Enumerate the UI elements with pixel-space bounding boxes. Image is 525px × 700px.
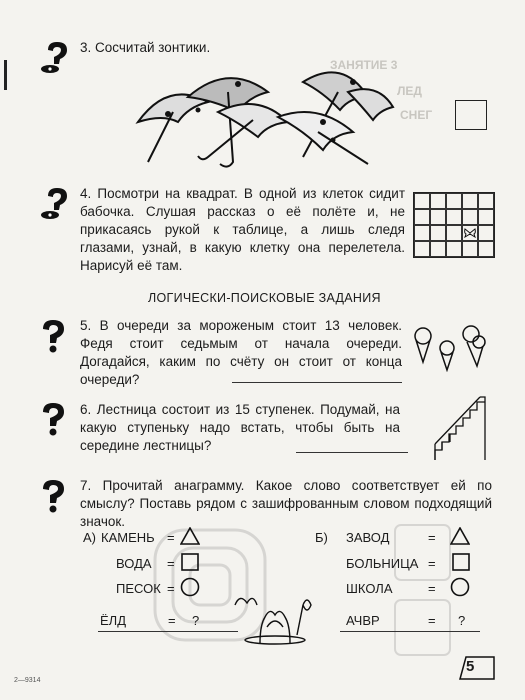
grid-cell[interactable] bbox=[462, 241, 478, 257]
anagram-word: БОЛЬНИЦА bbox=[346, 556, 419, 571]
answer-line[interactable] bbox=[98, 631, 238, 632]
grid-cell[interactable] bbox=[462, 193, 478, 209]
question-mark-icon bbox=[36, 318, 70, 354]
grid-cell[interactable] bbox=[462, 225, 478, 241]
equals-sign: = bbox=[167, 581, 175, 596]
grid-cell[interactable] bbox=[446, 193, 462, 209]
grid-cell[interactable] bbox=[478, 241, 494, 257]
binding-mark bbox=[4, 60, 7, 90]
equals-sign: = bbox=[428, 556, 436, 571]
grid-cell[interactable] bbox=[446, 225, 462, 241]
question-mark-icon bbox=[36, 478, 70, 514]
equals-sign: = bbox=[428, 581, 436, 596]
staircase-icon bbox=[430, 392, 490, 462]
equals-sign: = bbox=[428, 613, 436, 628]
grid-cell[interactable] bbox=[478, 209, 494, 225]
footer-code: 2—9314 bbox=[14, 677, 41, 684]
section-heading: ЛОГИЧЕСКИ-ПОИСКОВЫЕ ЗАДАНИЯ bbox=[148, 291, 381, 305]
anagram-word: ВОДА bbox=[116, 556, 152, 571]
anagram-puzzle-word: АЧВР bbox=[346, 613, 380, 628]
anagram-puzzle-word: ЁЛД bbox=[100, 613, 127, 628]
question-mark: ? bbox=[192, 613, 200, 628]
task-5-text: 5. В очереди за мороженым стоит 13 человек. Федя стоит седьмым от начала очереди. Догадайся, каким по счёту он стоит от конца очереди? bbox=[80, 318, 402, 387]
flower-pond-illustration bbox=[225, 585, 325, 645]
answer-line[interactable] bbox=[340, 631, 480, 632]
grid-cell[interactable] bbox=[430, 241, 446, 257]
square-icon bbox=[452, 553, 470, 571]
umbrellas-illustration bbox=[128, 62, 398, 172]
anagram-word: КАМЕНЬ bbox=[101, 530, 155, 545]
equals-sign: = bbox=[167, 556, 175, 571]
grid-cell[interactable] bbox=[478, 225, 494, 241]
anagram-group-a-label: А) bbox=[83, 530, 96, 545]
question-mark-eye-icon bbox=[40, 186, 74, 222]
grid-cell[interactable] bbox=[478, 193, 494, 209]
grid-cell[interactable] bbox=[462, 209, 478, 225]
task-3-text: 3. Сосчитай зонтики. bbox=[80, 40, 211, 55]
butterfly-grid[interactable] bbox=[413, 192, 495, 258]
anagram-group-b-label: Б) bbox=[315, 530, 328, 545]
page-number: 5 bbox=[466, 658, 475, 675]
grid-cell[interactable] bbox=[430, 225, 446, 241]
equals-sign: = bbox=[168, 613, 176, 628]
question-mark-icon bbox=[36, 401, 70, 437]
question-mark: ? bbox=[458, 613, 466, 628]
answer-square[interactable] bbox=[455, 100, 487, 130]
grid-cell[interactable] bbox=[446, 241, 462, 257]
task-6-text: 6. Лестница состоит из 15 ступенек. Подумай, на какую ступеньку надо встать, чтобы быть на середине лестницы? bbox=[80, 402, 400, 453]
grid-cell[interactable] bbox=[414, 193, 430, 209]
grid-cell[interactable] bbox=[430, 209, 446, 225]
ghost-word: СНЕГ bbox=[400, 108, 433, 122]
circle-icon bbox=[450, 577, 470, 597]
anagram-word: ПЕСОК bbox=[116, 581, 161, 596]
equals-sign: = bbox=[167, 530, 175, 545]
grid-cell[interactable] bbox=[430, 193, 446, 209]
butterfly-icon bbox=[464, 228, 476, 238]
grid-cell[interactable] bbox=[414, 209, 430, 225]
ice-cream-icon bbox=[405, 322, 495, 372]
anagram-word: ШКОЛА bbox=[346, 581, 393, 596]
anagram-word: ЗАВОД bbox=[346, 530, 390, 545]
ghost-heading: ЗАНЯТИЕ 3 bbox=[330, 58, 398, 72]
question-mark-eye-icon bbox=[40, 40, 74, 76]
ghost-word: ЛЕД bbox=[397, 84, 422, 98]
triangle-icon bbox=[450, 527, 470, 545]
grid-cell[interactable] bbox=[414, 241, 430, 257]
answer-line[interactable] bbox=[296, 452, 408, 453]
task-4-text: 4. Посмотри на квадрат. В одной из клеток сидит бабочка. Слушая рассказ о её полёте и, не прикасаясь рукой к таблице, а лишь следя глазами, узнай, в какую клетку она перелетела. Нарисуй её там. bbox=[80, 186, 405, 273]
grid-cell[interactable] bbox=[446, 209, 462, 225]
circle-icon bbox=[180, 577, 200, 597]
task-7-text: 7. Прочитай анаграмму. Какое слово соответствует ей по смыслу? Поставь рядом с зашифрованным словом подходящий значок. bbox=[80, 478, 492, 529]
triangle-icon bbox=[180, 527, 200, 545]
equals-sign: = bbox=[428, 530, 436, 545]
answer-line[interactable] bbox=[232, 382, 402, 383]
square-icon bbox=[181, 553, 199, 571]
grid-cell[interactable] bbox=[414, 225, 430, 241]
page-number-badge bbox=[458, 655, 496, 681]
